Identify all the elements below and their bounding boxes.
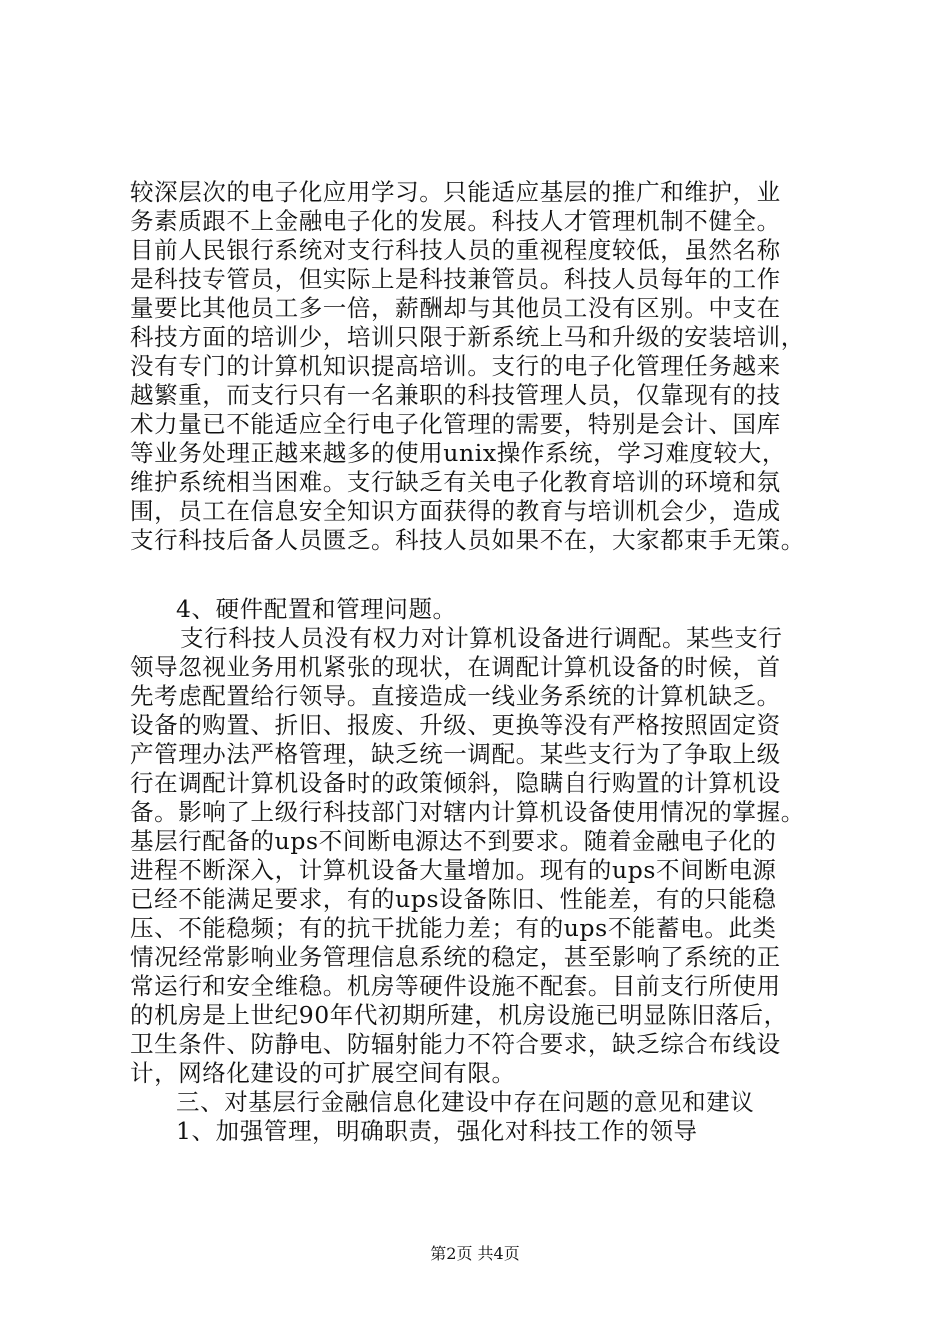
body-text-line: 先考虑配置给行领导。直接造成一线业务系统的计算机缺乏。 (130, 682, 781, 710)
body-text-line: 常运行和安全维稳。机房等硬件设施不配套。目前支行所使用 (130, 972, 781, 1000)
subsection-heading: 1、加强管理，明确职责，强化对科技工作的领导 (176, 1117, 698, 1145)
body-text-line: 是科技专管员，但实际上是科技兼管员。科技人员每年的工作 (130, 265, 781, 293)
body-text-line: 量要比其他员工多一倍，薪酬却与其他员工没有区别。中支在 (130, 294, 781, 322)
body-text-line: 支行科技人员没有权力对计算机设备进行调配。某些支行 (180, 624, 783, 652)
section-heading: 三、对基层行金融信息化建设中存在问题的意见和建议 (176, 1088, 755, 1116)
body-text-line: 支行科技后备人员匮乏。科技人员如果不在，大家都束手无策。 (130, 526, 805, 554)
section-heading: 4、硬件配置和管理问题。 (176, 595, 457, 623)
body-text-line: 产管理办法严格管理，缺乏统一调配。某些支行为了争取上级 (130, 740, 781, 768)
body-text-line: 务素质跟不上金融电子化的发展。科技人才管理机制不健全。 (130, 207, 781, 235)
body-text-line: 围，员工在信息安全知识方面获得的教育与培训机会少，造成 (130, 497, 781, 525)
body-text-line: 进程不断深入，计算机设备大量增加。现有的ups不间断电源 (130, 856, 777, 884)
body-text-line: 备。影响了上级行科技部门对辖内计算机设备使用情况的掌握。 (130, 798, 805, 826)
body-text-line: 行在调配计算机设备时的政策倾斜，隐瞒自行购置的计算机设 (130, 769, 781, 797)
body-text-line: 基层行配备的ups不间断电源达不到要求。随着金融电子化的 (130, 827, 777, 855)
page-number-footer: 第2页 共4页 (430, 1244, 520, 1263)
body-text-line: 没有专门的计算机知识提高培训。支行的电子化管理任务越来 (130, 352, 781, 380)
body-text-line: 计，网络化建设的可扩展空间有限。 (130, 1059, 516, 1087)
body-text-line: 设备的购置、折旧、报废、升级、更换等没有严格按照固定资 (130, 711, 781, 739)
body-text-line: 目前人民银行系统对支行科技人员的重视程度较低，虽然名称 (130, 236, 781, 264)
body-text-line: 维护系统相当困难。支行缺乏有关电子化教育培训的环境和氛 (130, 468, 781, 496)
body-text-line: 术力量已不能适应全行电子化管理的需要，特别是会计、国库 (130, 410, 781, 438)
body-text-line: 压、不能稳频；有的抗干扰能力差；有的ups不能蓄电。此类 (130, 914, 777, 942)
body-text-line: 卫生条件、防静电、防辐射能力不符合要求，缺乏综合布线设 (130, 1030, 781, 1058)
body-text-line: 领导忽视业务用机紧张的现状，在调配计算机设备的时候，首 (130, 653, 781, 681)
body-text-line: 等业务处理正越来越多的使用unix操作系统，学习难度较大， (130, 439, 786, 467)
body-text-line: 越繁重，而支行只有一名兼职的科技管理人员，仅靠现有的技 (130, 381, 781, 409)
body-text-line: 情况经常影响业务管理信息系统的稳定，甚至影响了系统的正 (130, 943, 781, 971)
body-text-line: 较深层次的电子化应用学习。只能适应基层的推广和维护，业 (130, 178, 781, 206)
body-text-line: 的机房是上世纪90年代初期所建，机房设施已明显陈旧落后， (130, 1001, 788, 1029)
body-text-line: 科技方面的培训少，培训只限于新系统上马和升级的安装培训， (130, 323, 805, 351)
body-text-line: 已经不能满足要求，有的ups设备陈旧、性能差，有的只能稳 (130, 885, 777, 913)
